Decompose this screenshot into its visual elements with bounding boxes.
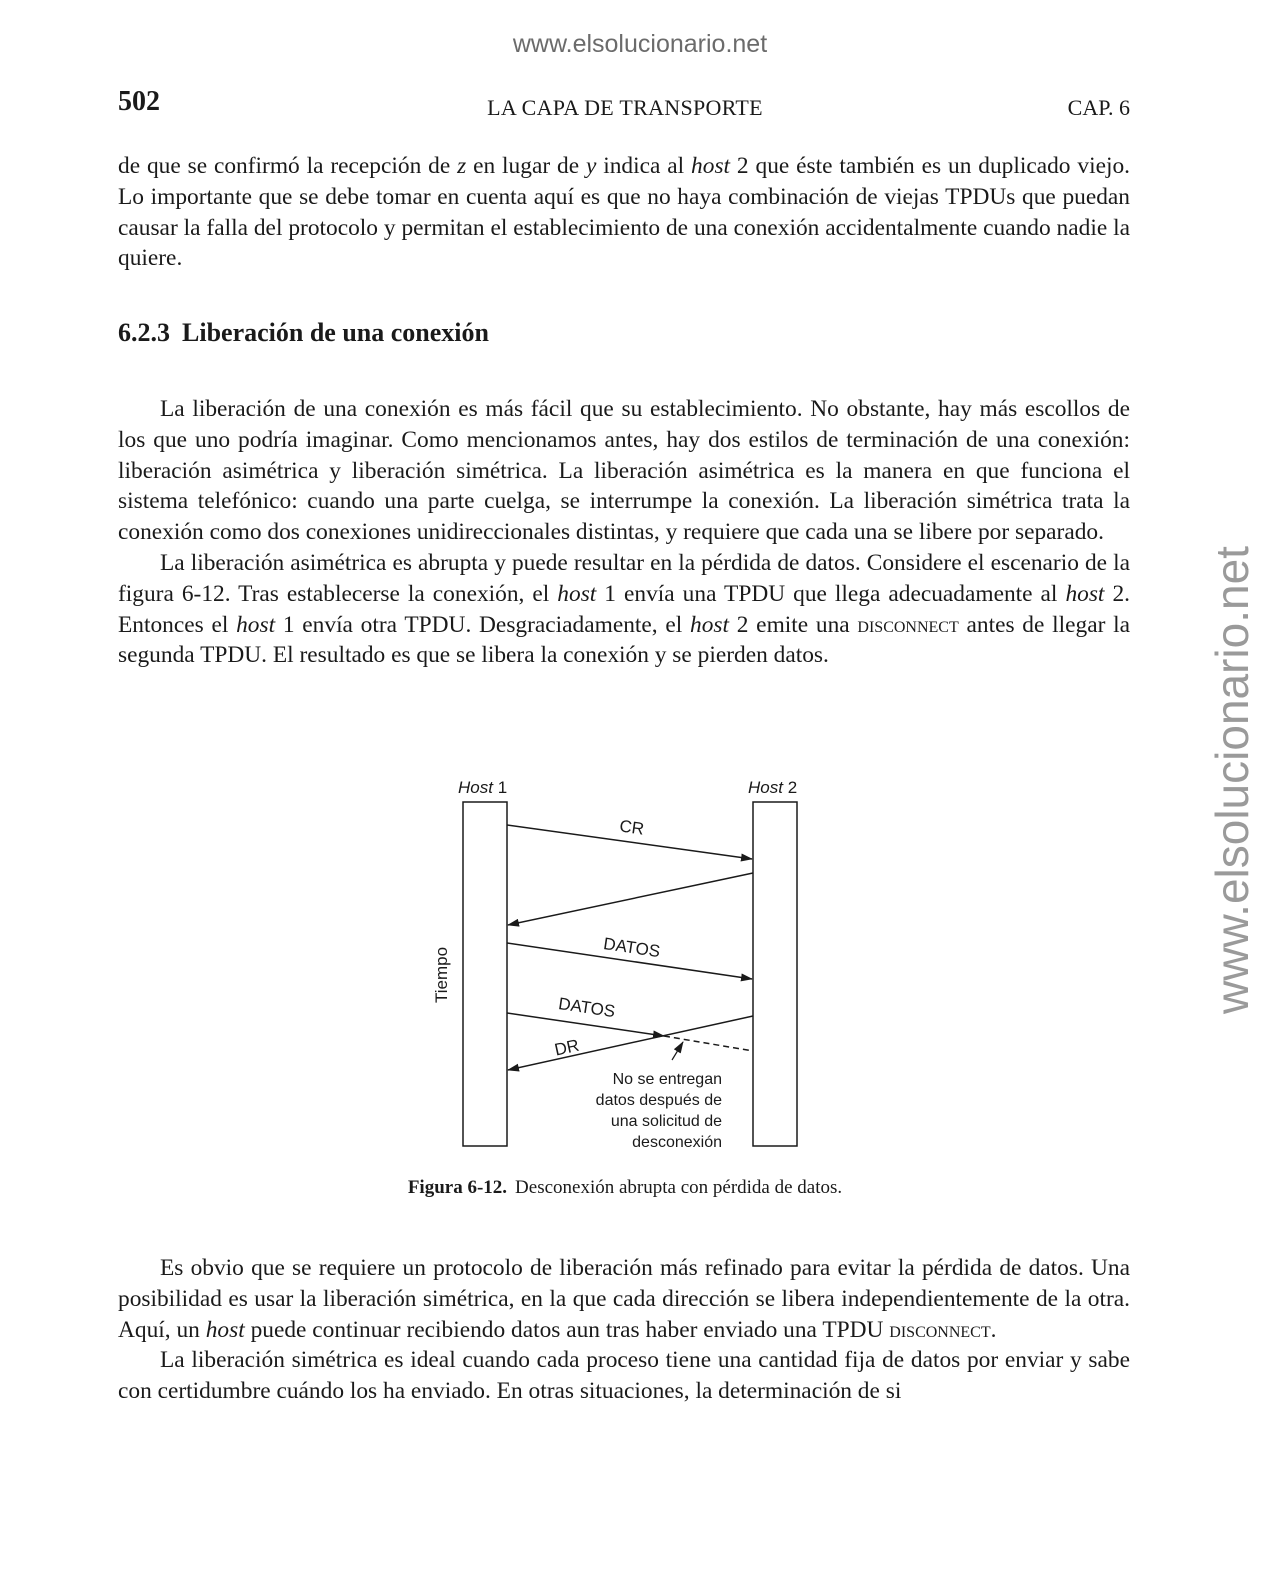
italic-run: host [557,580,597,607]
lost-data-dashed [664,1036,753,1051]
text-run: 2. Entonces el [118,580,1130,638]
text-run: Es obvio que se requiere un protocolo de liberación más refinado para evitar la pérdida de datos. Una posibilidad es usar la liberación simétrica, en la que cada dirección se libera independientemente de la otra. Aquí, un [118,1255,1130,1343]
intro-paragraph [118,151,1130,274]
small-caps-run: disconnect [889,1316,991,1343]
chapter-label: CAP. 6 [1067,95,1130,120]
text-run: indica al [596,153,692,179]
body-paragraphs-bottom [118,1253,1130,1407]
text-run: en lugar de [466,153,586,179]
paragraph-2 [118,548,1130,671]
caption-label: Figura 6-12. [407,1177,508,1198]
host2-label: Host 2 [748,778,798,797]
host2-timeline [753,802,797,1146]
host1-timeline [463,802,507,1146]
host1-label: Host 1 [458,778,508,797]
section-heading [118,318,489,348]
text-run: 1 envía otra TPDU. Desgraciadamente, el [275,611,690,638]
text-run: 2 emite una [729,611,858,638]
arrow-dr [508,1016,753,1070]
italic-run: host [1065,580,1105,607]
text-run: . [990,1316,997,1343]
paragraph-3 [118,1253,1130,1345]
label-datos-2: DATOS [557,993,617,1022]
watermark-top: www.elsolucionario.net [512,30,768,58]
label-dr: DR [552,1035,581,1060]
note-line-3: una solicitud de [610,1113,722,1130]
italic-run: y [585,153,597,179]
section-title: Liberación de una conexión [182,318,489,347]
text-run: puede continuar recibiendo datos aun tras haber enviado una TPDU [244,1316,890,1343]
section-number: 6.2.3 [118,318,170,347]
running-title: LA CAPA DE TRANSPORTE [487,95,763,120]
body-paragraphs-top [118,394,1130,671]
text-run: La liberación asimétrica es abrupta y puede resultar en la pérdida de datos. Considere el escenario de la figura 6-12. Tras establecerse la conexión, el [118,549,1130,607]
watermark-side: www.elsolucionario.net [1206,546,1258,1014]
note-pointer [672,1042,683,1060]
text-run: de que se confirmó la recepción de [118,153,458,179]
small-caps-run: disconnect [857,611,959,638]
italic-run: host [691,153,731,179]
italic-run: z [457,153,467,179]
page-number: 502 [118,86,160,117]
note-line-4: desconexión [632,1134,722,1151]
sequence-diagram [400,770,880,1170]
note-line-2: datos después de [595,1092,722,1109]
paragraph-1: La liberación de una conexión es más fácil que su establecimiento. No obstante, hay más escollos de los que uno podría imaginar. Como mencionamos antes, hay dos estilos de terminación de una conexión: liberación asimétrica y liberación simétrica. La liberación asimétrica es la manera en que funciona el sistema telefónico: cuando una parte cuelga, se interrumpe la conexión. La liberación simétrica trata la conexión como dos conexiones unidireccionales distintas, y requiere que cada una se libere por separado. [118,396,1130,546]
italic-run: host [236,611,276,638]
paragraph-4: La liberación simétrica es ideal cuando cada proceso tiene una cantidad fija de datos por enviar y sabe con certidumbre cuándo los ha enviado. En otras situaciones, la determinación de si [118,1347,1130,1405]
caption-text: Desconexión abrupta con pérdida de datos. [515,1177,843,1198]
note-line-1: No se entregan [612,1071,722,1088]
text-run: antes de llegar la segunda TPDU. El resultado es que se libera la conexión y se pierden datos. [118,611,1130,669]
figure-6-12 [400,770,880,1170]
label-datos-1: DATOS [602,933,662,962]
italic-run: host [205,1316,245,1343]
arrow-ack [508,873,753,925]
text-run: 1 envía una TPDU que llega adecuadamente al [596,580,1066,607]
figure-caption [0,1177,1250,1199]
italic-run: host [690,611,729,638]
label-cr: CR [618,816,646,839]
text-run: 2 que éste también es un duplicado viejo. Lo importante que se debe tomar en cuenta aquí es que no haya combinación de viejas TPDUs que puedan causar la falla del protocolo y permitan el establecimiento de una conexión accidentalmente cuando nadie la quiere. [118,153,1131,272]
time-axis-label: Tiempo [432,946,451,1004]
